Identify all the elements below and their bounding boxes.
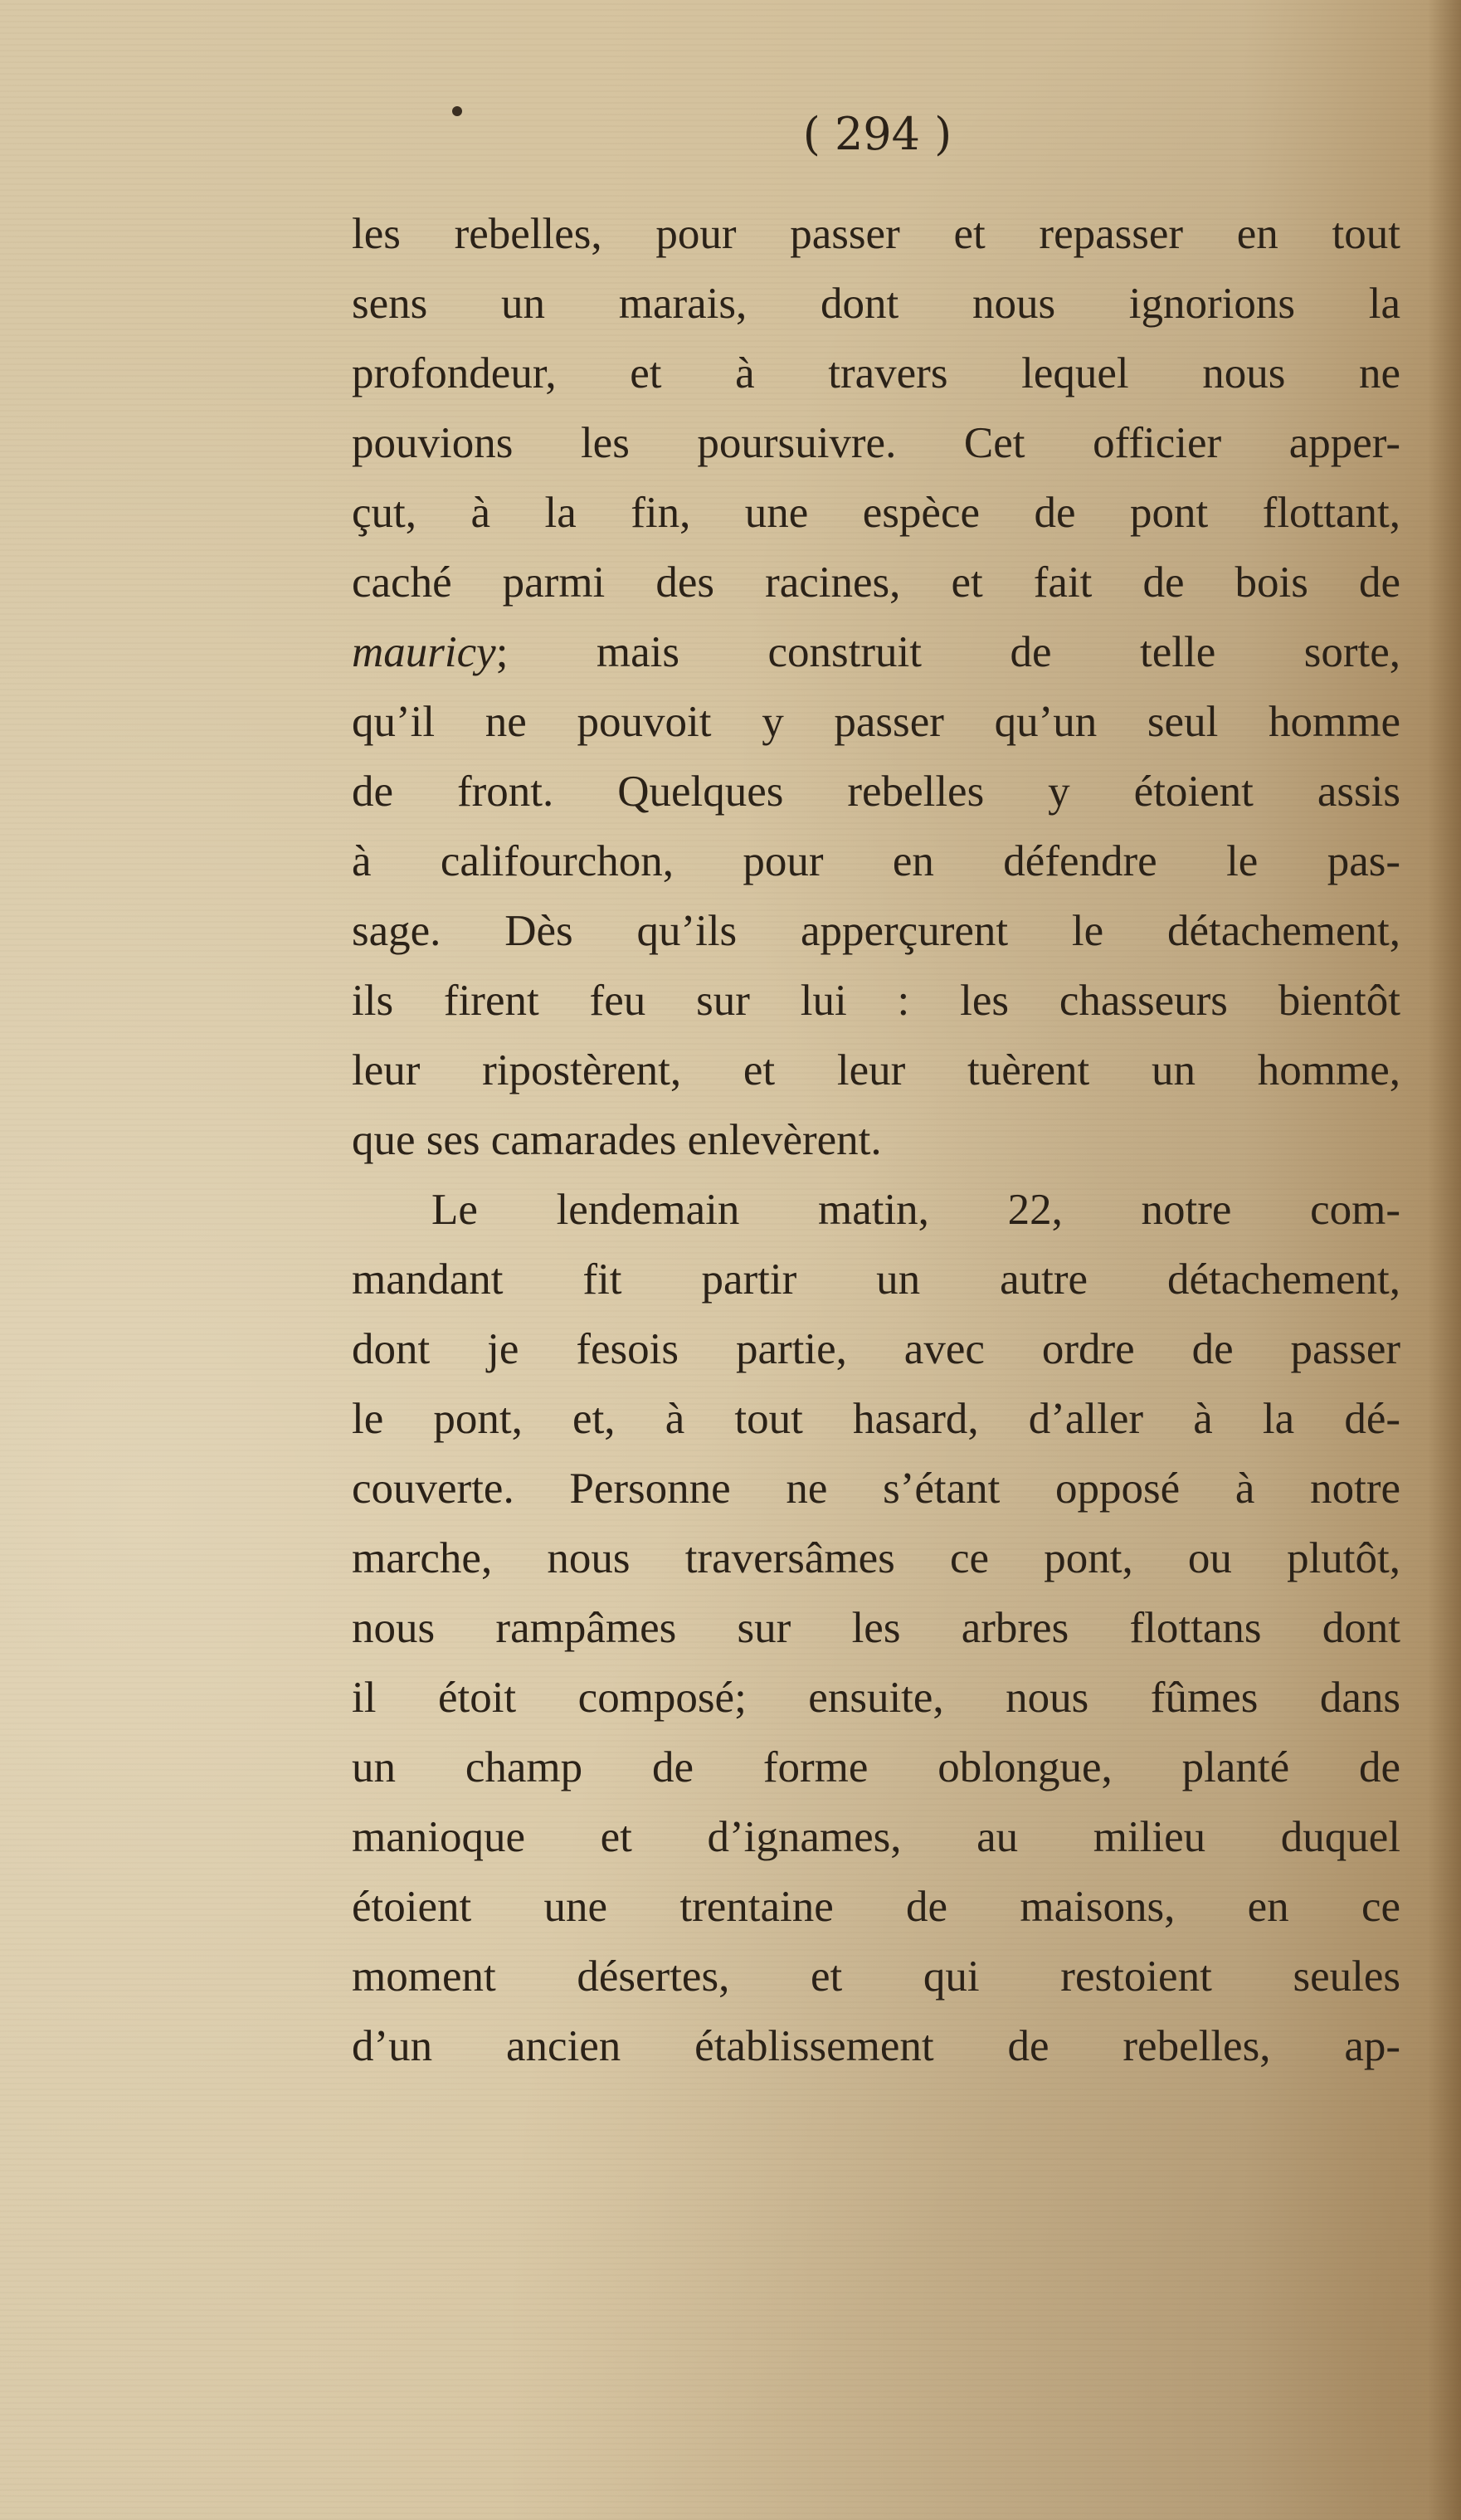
text-line: d’un ancien établissement de rebelles, ap- [352, 2022, 1400, 2070]
text-line: le pont, et, à tout hasard, d’aller à la dé- [352, 1395, 1400, 1443]
text-line: çut, à la fin, une espèce de pont flottant, [352, 489, 1400, 537]
text-line: que ses camarades enlevèrent. [352, 1116, 882, 1164]
text-line: ils firent feu sur lui : les chasseurs bientôt [352, 977, 1400, 1025]
text-line: mandant fit partir un autre détachement, [352, 1255, 1400, 1304]
text-line: dont je fesois partie, avec ordre de passer [352, 1325, 1400, 1373]
body-text [352, 199, 1400, 2081]
text-line: leur ripostèrent, et leur tuèrent un homme, [352, 1046, 1400, 1094]
text-line: qu’il ne pouvoit y passer qu’un seul homme [352, 698, 1400, 746]
text-line: étoient une trentaine de maisons, en ce [352, 1883, 1400, 1931]
text-line: un champ de forme oblongue, planté de [352, 1743, 1400, 1791]
text-line: sens un marais, dont nous ignorions la [352, 280, 1400, 328]
italic-word: mauricy [352, 628, 496, 676]
text-line: sage. Dès qu’ils apperçurent le détachement, [352, 907, 1400, 955]
text-line: profondeur, et à travers lequel nous ne [352, 349, 1400, 397]
text-line: nous rampâmes sur les arbres flottans dont [352, 1604, 1400, 1652]
page-edge-shadow [1428, 0, 1461, 2520]
text-line: il étoit composé; ensuite, nous fûmes dans [352, 1674, 1400, 1722]
text-line-with-italic [352, 617, 1400, 687]
text-line: marche, nous traversâmes ce pont, ou plutôt, [352, 1534, 1400, 1582]
text-line: caché parmi des racines, et fait de bois de [352, 558, 1400, 607]
text-line: pouvions les poursuivre. Cet officier apper- [352, 419, 1400, 467]
text-line: à califourchon, pour en défendre le pas- [352, 837, 1400, 885]
text-line: couverte. Personne ne s’étant opposé à notre [352, 1465, 1400, 1513]
text-line-rest: ; mais construit de telle sorte, [495, 628, 1400, 676]
text-line: moment désertes, et qui restoient seules [352, 1952, 1400, 2001]
text-line: manioque et d’ignames, au milieu duquel [352, 1813, 1400, 1861]
text-line: de front. Quelques rebelles y étoient assis [352, 768, 1400, 816]
text-line: les rebelles, pour passer et repasser en tout [352, 210, 1400, 258]
page-number: ( 294 ) [802, 108, 952, 160]
text-line: Le lendemain matin, 22, notre com- [431, 1186, 1400, 1234]
